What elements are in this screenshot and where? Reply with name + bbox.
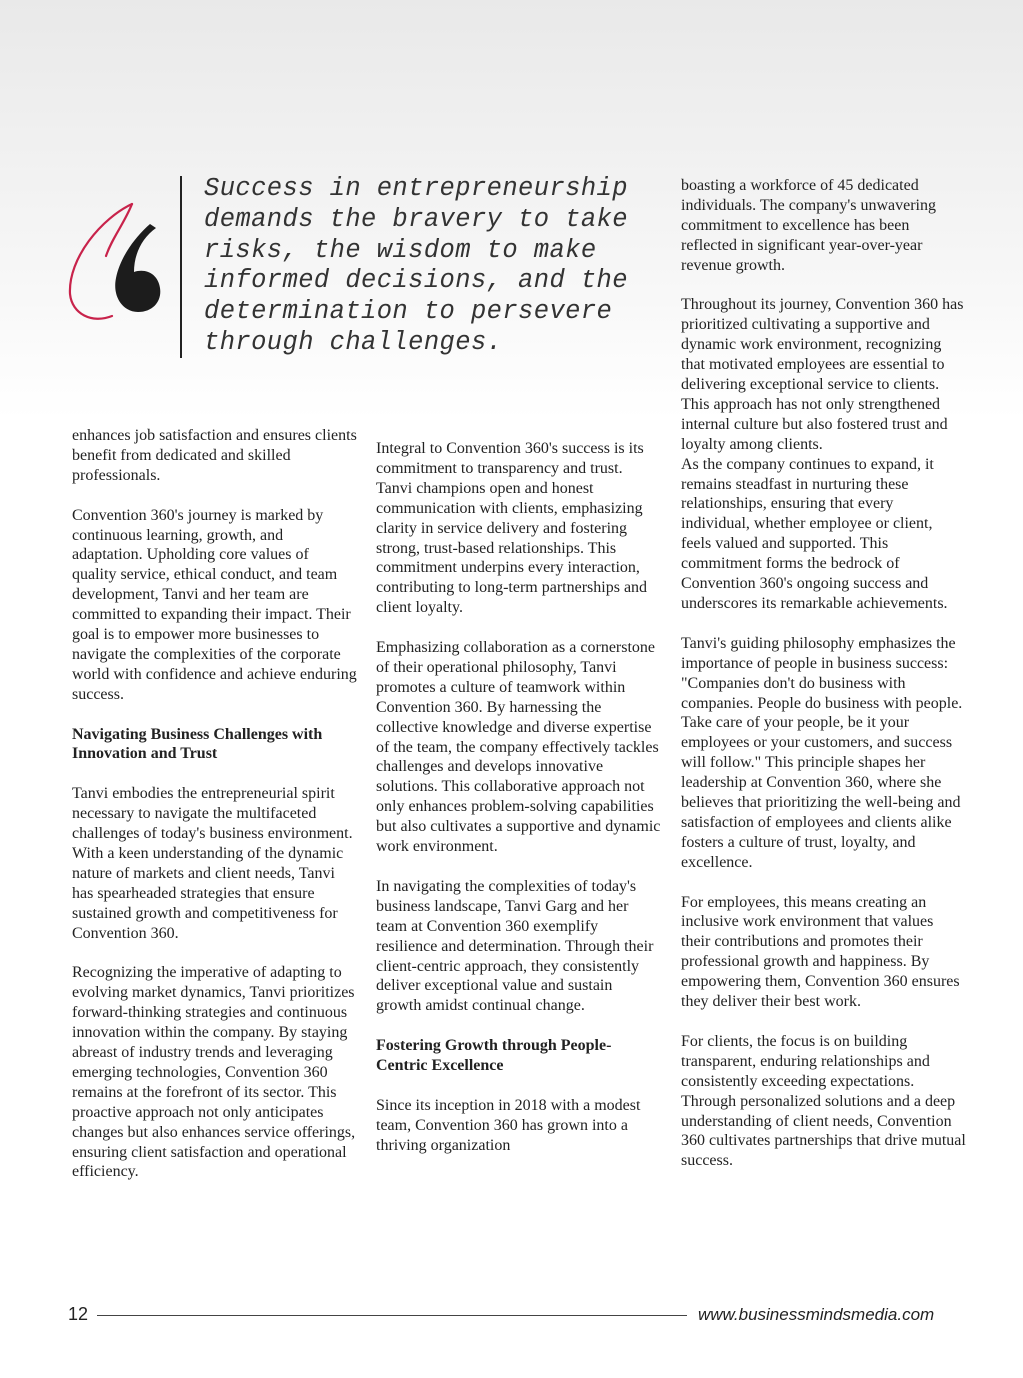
article-column-2 — [376, 439, 661, 1156]
section-heading: Fostering Growth through People-Centric Excellence — [376, 1037, 612, 1075]
page-number: 12 — [68, 1304, 89, 1324]
paragraph: As the company continues to expand, it remains steadfast in nurturing these relationships, ensuring that every individual, whether employee or client, feels valued and supported. This commitment forms the bedrock of Convention 360's ongoing success and underscores its remarkable achievements. — [681, 455, 948, 613]
article-column-1 — [72, 426, 357, 1182]
paragraph: For clients, the focus is on building transparent, enduring relationships and consistently exceeding expectations. Through personalized solutions and a deep understanding of client needs, Convention 360 cultivates partnerships that drive mutual success. — [681, 1032, 966, 1170]
paragraph: boasting a workforce of 45 dedicated individuals. The company's unwavering commitment to excellence has been reflected in significant year-over-year revenue growth. — [681, 177, 936, 274]
paragraph: Since its inception in 2018 with a modest team, Convention 360 has grown into a thriving organization — [376, 1096, 641, 1154]
paragraph: Recognizing the imperative of adapting to evolving market dynamics, Tanvi prioritizes forward-thinking strategies and continuous innovation within the company. By staying abreast of industry trends and leveraging emerging technologies, Convention 360 remains at the forefront of its sector. This proactive approach not only anticipates changes but also enhances service offerings, ensuring client satisfaction and operational efficiency. — [72, 964, 356, 1181]
footer-website-link[interactable]: www.businessmindsmedia.com — [698, 1305, 935, 1324]
paragraph: Tanvi embodies the entrepreneurial spirit necessary to navigate the multifaceted challenges of today's business environment. With a keen understanding of the dynamic nature of markets and client needs, Tanvi has spearheaded strategies that ensure sustained growth and competitiveness for Convention 360. — [72, 785, 353, 942]
quote-mark-icon — [62, 198, 172, 338]
quote-divider — [180, 176, 182, 358]
paragraph: Convention 360's journey is marked by continuous learning, growth, and adaptation. Upholding core values of quality service, ethical conduct, and team development, Tanvi and her team are committed to expanding their impact. Their goal is to empower more businesses to navigate the complexities of the corporate world with confidence and achieve enduring success. — [72, 506, 357, 703]
paragraph: enhances job satisfaction and ensures clients benefit from dedicated and skilled professionals. — [72, 427, 357, 484]
paragraph: Tanvi's guiding philosophy emphasizes the importance of people in business success: "Companies don't do business with companies. People do business with people. Take care of your people, be it your employees or your customers, and success will follow." This principle shapes her leadership at Convention 360, where she believes that prioritizing the well-being and satisfaction of employees and clients alike fosters a culture of trust, loyalty, and excellence. — [681, 634, 963, 871]
paragraph: Throughout its journey, Convention 360 has prioritized cultivating a supportive and dynamic work environment, recognizing that motivated employees are essential to delivering exceptional service to clients. This approach has not only strengthened internal culture but also fostered trust and loyalty among clients. — [681, 296, 964, 453]
paragraph: For employees, this means creating an inclusive work environment that values their contributions and promotes their professional growth and happiness. By empowering them, Convention 360 ensures they deliver their best work. — [681, 893, 960, 1011]
pull-quote: Success in entrepreneurship demands the bravery to take risks, the wisdom to make informed decisions, and the determination to persevere through challenges. — [204, 174, 628, 357]
footer-divider — [97, 1315, 687, 1316]
paragraph: Emphasizing collaboration as a cornerstone of their operational philosophy, Tanvi promotes a culture of teamwork within Convention 360. By harnessing the collective knowledge and diverse expertise of the team, the company effectively tackles challenges and develops innovative solutions. This collaborative approach not only enhances problem-solving capabilities but also cultivates a supportive and dynamic work environment. — [376, 639, 661, 856]
article-column-3 — [681, 176, 966, 1171]
paragraph: Integral to Convention 360's success is its commitment to transparency and trust. Tanvi champions open and honest communication with clients, emphasizing clarity in service delivery and fostering strong, trust-based relationships. This commitment underpins every interaction, contributing to long-term partnerships and client loyalty. — [376, 440, 648, 617]
paragraph: In navigating the complexities of today's business landscape, Tanvi Garg and her team at Convention 360 exemplify resilience and determination. Through their client-centric approach, they consistently deliver exceptional value and sustain growth amidst continual change. — [376, 877, 654, 1015]
section-heading: Navigating Business Challenges with Innovation and Trust — [72, 725, 323, 763]
